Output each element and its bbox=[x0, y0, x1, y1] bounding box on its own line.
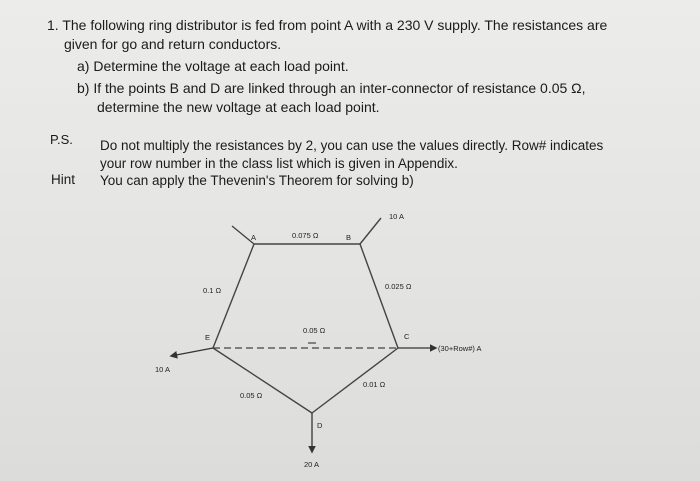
node-label-e: E bbox=[205, 333, 211, 342]
hint-text: You can apply the Thevenin's Theorem for solving b) bbox=[100, 173, 414, 188]
resistance-label-cd: 0.01 Ω bbox=[363, 380, 386, 389]
resistance-label-bc: 0.025 Ω bbox=[385, 282, 412, 291]
hint-label: Hint bbox=[51, 172, 76, 187]
node-label-d: D bbox=[317, 421, 323, 430]
load-label-b: 10 A bbox=[389, 212, 405, 221]
question-line-2: given for go and return conductors. bbox=[64, 36, 282, 52]
node-label-b: B bbox=[346, 233, 352, 242]
question-part-a: a) Determine the voltage at each load point. bbox=[77, 58, 349, 74]
conductor-ea bbox=[213, 244, 254, 348]
question-part-b-line-2: determine the new voltage at each load point. bbox=[97, 99, 380, 115]
question-part-b-line-1: b) If the points B and D are linked through an inter-connector of resistance 0.05 Ω, bbox=[77, 80, 586, 96]
ps-line-2: your row number in the class list which is given in Appendix. bbox=[100, 156, 458, 171]
resistance-label-ab: 0.075 Ω bbox=[292, 231, 319, 240]
node-label-a: A bbox=[251, 233, 257, 242]
load-label-c: (30+Row#) A bbox=[438, 344, 482, 353]
conductor-b-load-10a bbox=[360, 218, 381, 244]
resistance-label-interconnector: 0.05 Ω bbox=[303, 326, 326, 335]
load-arrow-e bbox=[171, 348, 213, 356]
conductor-de bbox=[213, 348, 312, 413]
question-line-1: 1. The following ring distributor is fed from point A with a 230 V supply. The resistances are bbox=[47, 17, 608, 33]
ps-line-1: Do not multiply the resistances by 2, you can use the values directly. Row# indicates bbox=[100, 138, 604, 153]
resistance-label-ea: 0.1 Ω bbox=[203, 286, 222, 295]
load-label-d: 20 A bbox=[304, 460, 320, 469]
ps-label: P.S. bbox=[50, 132, 73, 147]
resistance-label-de: 0.05 Ω bbox=[240, 391, 263, 400]
load-label-e: 10 A bbox=[155, 365, 171, 374]
conductor-bc bbox=[360, 244, 398, 348]
node-label-c: C bbox=[404, 332, 410, 341]
